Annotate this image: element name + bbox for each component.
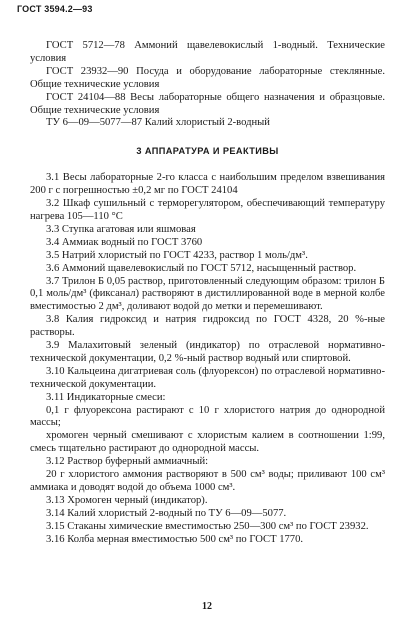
item-3-11: 3.11 Индикаторные смеси: [46,391,166,403]
item-3-15: 3.15 Стаканы химические вместимостью 250—300 см³ по ГОСТ 23932. [46,520,369,532]
reference-gost-24104: ГОСТ 24104—88 Весы лабораторные общего назначения и образцовые. Общие технические условия [30,91,385,116]
item-3-12-recipe: 20 г хлористого аммония растворяют в 500 см³ воды; приливают 100 см³ аммиака и доводят водой до объема 1000 см³. [30,469,385,493]
item-3-7: 3.7 Трилон Б 0,05 раствор, приготовленный следующим образом: трилон Б 0,1 моль/дм³ (фиксанал) растворяют в дистиллированной воде в мерной колбе вместимостью 2 дм³, доливают водой до метки и перемешивают. [30,275,385,313]
reference-tu-6-09-5077: ТУ 6—09—5077—87 Калий хлористый 2-водный [46,117,270,129]
reference-gost-23932: ГОСТ 23932—90 Посуда и оборудование лабораторные стеклянные. Общие технические условия [30,65,385,90]
item-3-12: 3.12 Раствор буферный аммиачный: [46,456,209,468]
item-3-11-mix-1: 0,1 г флуорексона растирают с 10 г хлористого натрия до однородной массы; [30,404,385,429]
item-3-5: 3.5 Натрий хлористый по ГОСТ 4233, раствор 1 моль/дм³. [46,249,308,261]
section-heading: 3 АППАРАТУРА И РЕАКТИВЫ [136,146,279,157]
item-3-14: 3.14 Калий хлористый 2-водный по ТУ 6—09—5077. [46,507,287,519]
item-3-3: 3.3 Ступка агатовая или яшмовая [46,223,196,235]
item-3-4: 3.4 Аммиак водный по ГОСТ 3760 [46,236,203,248]
item-3-1: 3.1 Весы лабораторные 2-го класса с наибольшим пределом взвешивания 200 г с погрешностью ±0,2 мг по ГОСТ 24104 [30,172,385,197]
item-3-2: 3.2 Шкаф сушильный с терморегулятором, обеспечивающий температуру нагрева 105—110 °С [30,198,385,222]
reference-gost-5712: ГОСТ 5712—78 Аммоний щавелевокислый 1-водный. Технические условия [30,40,385,64]
item-3-6: 3.6 Аммоний щавелевокислый по ГОСТ 5712, насыщенный раствор. [46,262,357,274]
document-body [30,40,385,547]
item-3-16: 3.16 Колба мерная вместимостью 500 см³ по ГОСТ 1770. [46,533,304,545]
item-3-10: 3.10 Кальцеина дигатриевая соль (флуорексон) по отраслевой нормативно-технической документации. [30,365,385,390]
item-3-8: 3.8 Калия гидроксид и натрия гидроксид по ГОСТ 4328, 20 %-ные растворы. [30,314,385,339]
page-number: 12 [202,601,212,612]
item-3-9: 3.9 Малахитовый зеленый (индикатор) по отраслевой нормативно-технической документации, 0,2 %-ный раствор водный или спиртовой. [30,340,385,364]
item-3-11-mix-2: хромоген черный смешивают с хлористым калием в соотношении 1:99, смесь тщательно растирают до однородной массы. [30,430,385,455]
document-header: ГОСТ 3594.2—93 [17,4,93,14]
item-3-13: 3.13 Хромоген черный (индикатор). [46,494,208,506]
